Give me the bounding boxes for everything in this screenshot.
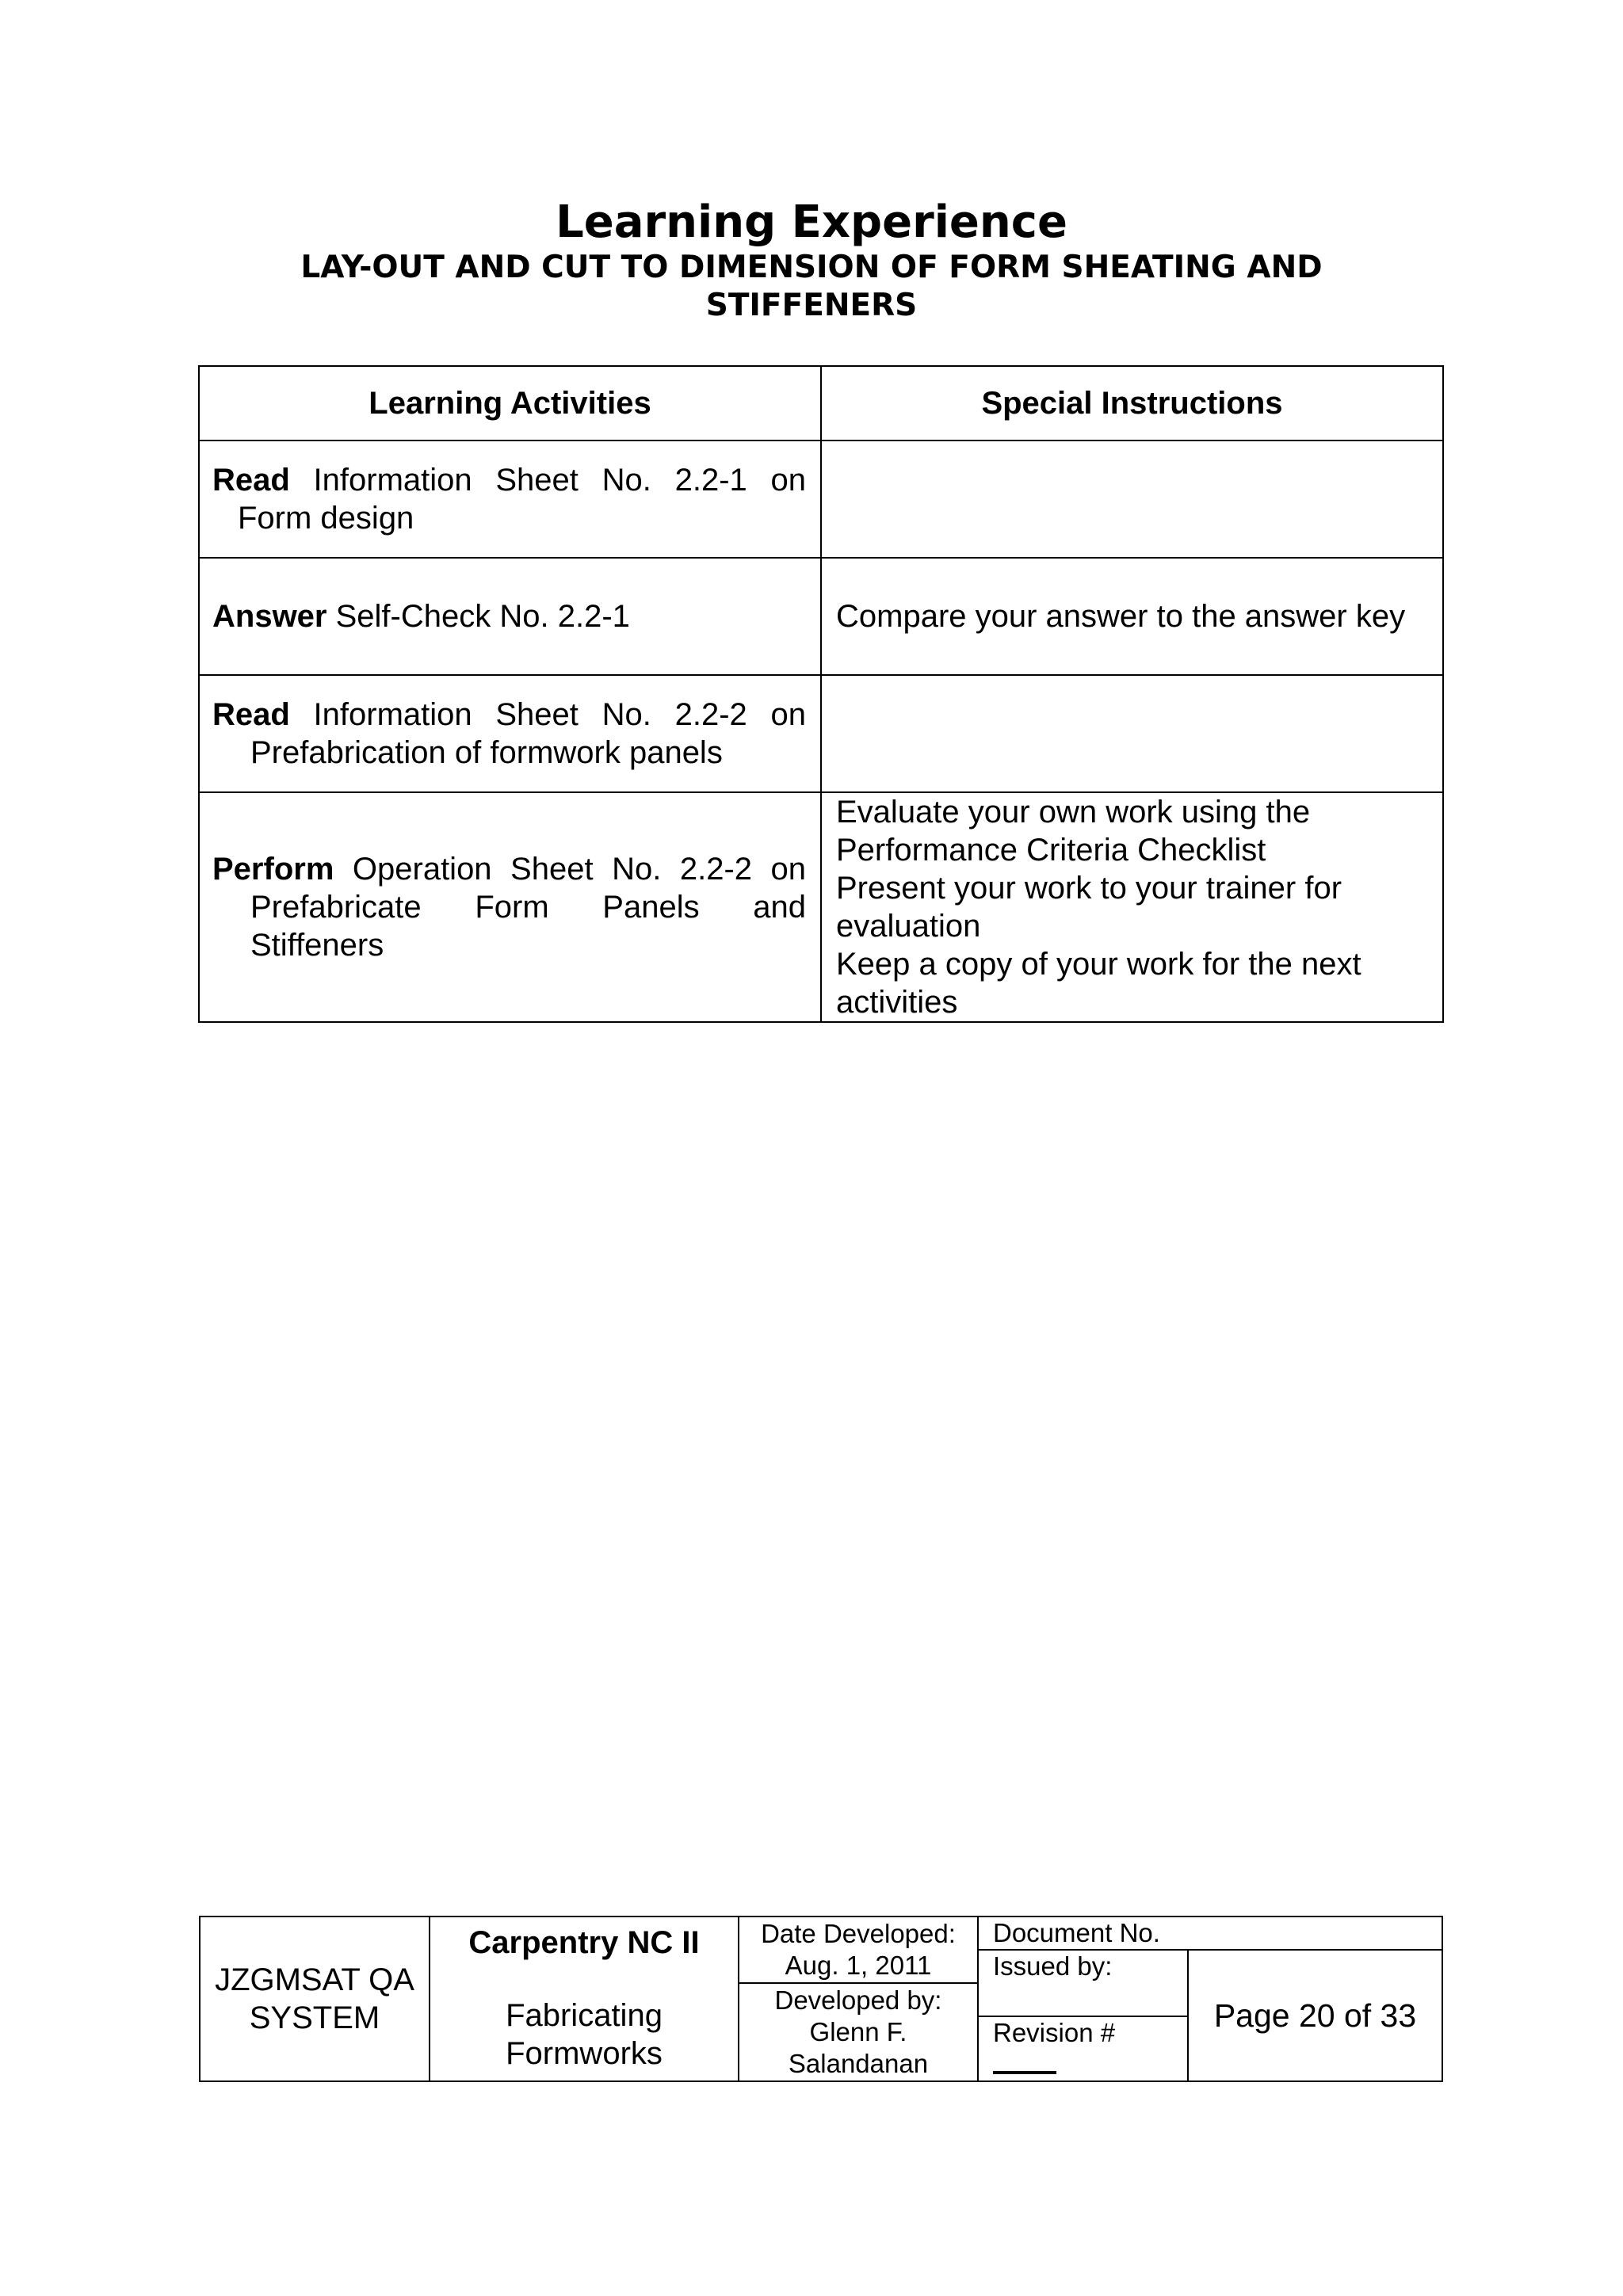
page-title: Learning Experience — [556, 196, 1067, 248]
document-footer — [199, 1916, 1443, 2082]
instruction-text: Keep a copy of your work for the next activities — [836, 947, 1361, 1020]
instructions-cell — [821, 792, 1443, 1022]
activity-cell — [199, 441, 821, 558]
activity-verb: Perform — [212, 852, 334, 887]
table-row — [199, 792, 1443, 1022]
table-row — [199, 675, 1443, 792]
table-row — [199, 441, 1443, 558]
instruction-text: Compare your answer to the answer key — [836, 599, 1406, 634]
activity-cell — [199, 675, 821, 792]
table-row — [199, 558, 1443, 675]
date-developed-label: Date Developed: — [761, 1919, 956, 1948]
document-no-label: Document No. — [978, 1917, 1442, 1950]
activity-verb: Read — [212, 697, 290, 732]
instructions-cell — [821, 558, 1443, 675]
organization-name: JZGMSAT QA SYSTEM — [200, 1917, 430, 2081]
developed-by-value: Glenn F. Salandanan — [788, 2017, 929, 2078]
instruction-text: Evaluate your own work using the Performance Criteria Checklist — [836, 795, 1311, 868]
revision-cell — [978, 2016, 1188, 2081]
column-header-activities: Learning Activities — [199, 366, 821, 441]
developed-by-label: Developed by: — [774, 1985, 942, 2015]
page-number: Page 20 of 33 — [1188, 1950, 1442, 2081]
issued-by-label: Issued by: — [978, 1950, 1188, 2016]
activity-text: Operation Sheet No. 2.2-2 on Prefabricate Form Panels and Stiffeners — [250, 852, 806, 963]
activity-cell — [199, 558, 821, 675]
course-info — [430, 1917, 739, 2081]
instructions-cell — [821, 675, 1443, 792]
page-subtitle: LAY-OUT AND CUT TO DIMENSION OF FORM SHEATING AND STIFFENERS — [300, 250, 1323, 323]
activity-verb: Read — [212, 463, 290, 498]
activity-text: Information Sheet No. 2.2-1 on Form design — [238, 463, 806, 536]
revision-underline — [993, 2071, 1056, 2074]
date-developed-value: Aug. 1, 2011 — [785, 1951, 932, 1980]
activity-text: Self-Check No. 2.2-1 — [327, 599, 630, 634]
course-title: Carpentry NC II — [468, 1925, 700, 1960]
learning-activities-table — [198, 365, 1444, 1023]
activity-text: Information Sheet No. 2.2-2 on Prefabrication of formwork panels — [250, 697, 806, 770]
activity-verb: Answer — [212, 599, 327, 634]
date-developed — [739, 1917, 978, 1983]
column-header-instructions: Special Instructions — [821, 366, 1443, 441]
revision-label: Revision # — [993, 2018, 1116, 2047]
activity-cell — [199, 792, 821, 1022]
table-header-row — [199, 366, 1443, 441]
course-subtitle: Fabricating Formworks — [506, 1998, 663, 2071]
instructions-cell — [821, 441, 1443, 558]
instruction-text: Present your work to your trainer for evaluation — [836, 871, 1342, 944]
developed-by — [739, 1983, 978, 2081]
